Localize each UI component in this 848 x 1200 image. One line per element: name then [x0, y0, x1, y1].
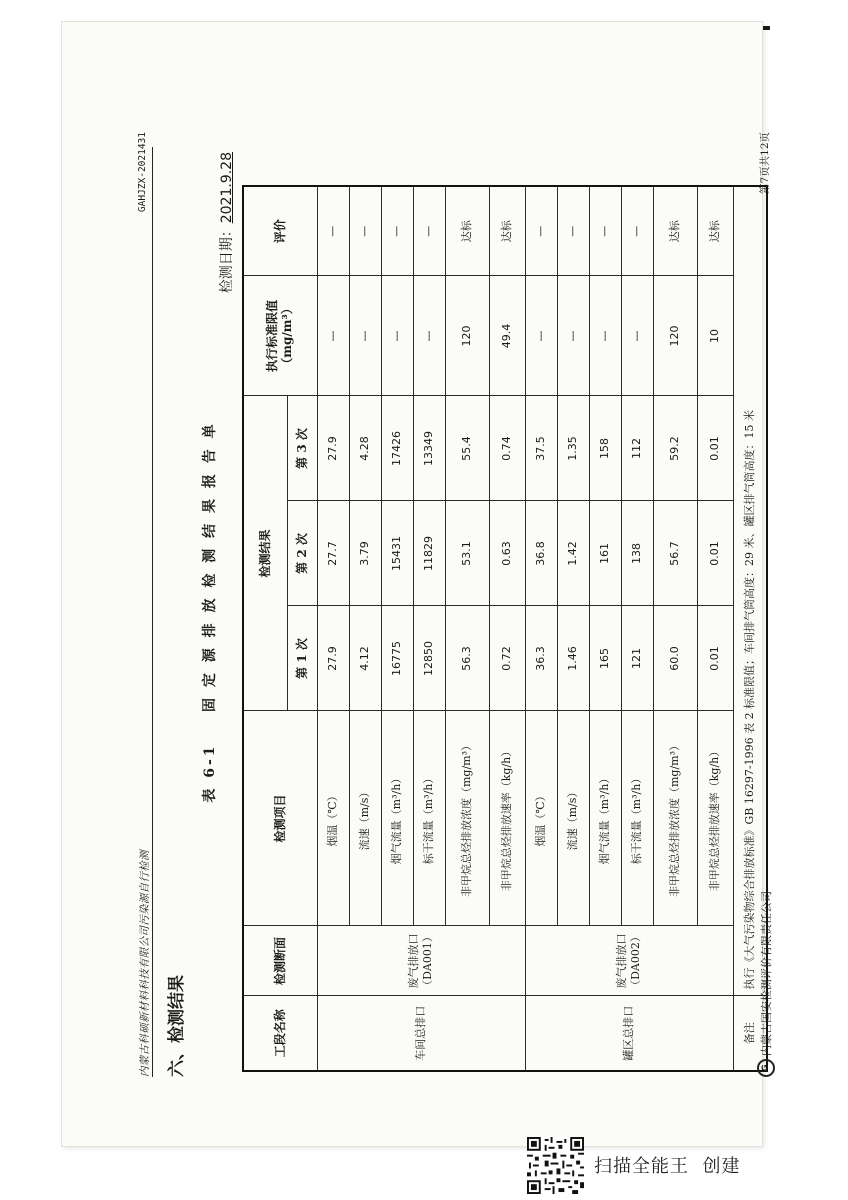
remark-label: 备注	[733, 996, 767, 1071]
run-1-cell: 16775	[381, 606, 413, 711]
run-3-cell: 37.5	[525, 396, 557, 501]
table-title: 表 6-1 固 定 源 排 放 检 测 结 果 报 告 单	[202, 421, 218, 803]
qr-code-icon	[527, 1137, 584, 1194]
run-3-cell: 59.2	[653, 396, 697, 501]
header-item: 检测项目	[243, 711, 317, 926]
evaluation-cell: —	[413, 186, 445, 276]
run-3-cell: 1.35	[557, 396, 589, 501]
run-2-cell: 3.79	[349, 501, 381, 606]
limit-cell: —	[557, 276, 589, 396]
section-point-cell: 废气排放口 （DA002）	[525, 926, 733, 996]
limit-cell: 49.4	[489, 276, 525, 396]
header-run-3: 第 3 次	[287, 396, 317, 501]
limit-cell: —	[525, 276, 557, 396]
run-2-cell: 53.1	[445, 501, 489, 606]
header-run-2: 第 2 次	[287, 501, 317, 606]
header-run-1: 第 1 次	[287, 606, 317, 711]
run-2-cell: 1.42	[557, 501, 589, 606]
section-name-cell: 车间总排口	[317, 996, 525, 1071]
run-2-cell: 56.7	[653, 501, 697, 606]
section-point-cell: 废气排放口 （DA001）	[317, 926, 525, 996]
run-3-cell: 55.4	[445, 396, 489, 501]
run-2-cell: 0.63	[489, 501, 525, 606]
run-2-cell: 161	[589, 501, 621, 606]
run-1-cell: 4.12	[349, 606, 381, 711]
item-cell: 流速（m/s）	[557, 711, 589, 926]
evaluation-cell: —	[589, 186, 621, 276]
item-cell: 烟温（℃）	[525, 711, 557, 926]
run-2-cell: 0.01	[697, 501, 733, 606]
run-3-cell: 17426	[381, 396, 413, 501]
header-company-line: 内蒙古科硕新材料科技有限公司污染源自行检测	[139, 850, 151, 1077]
table-row	[317, 186, 349, 1071]
footer-company	[757, 891, 775, 1077]
run-1-cell: 56.3	[445, 606, 489, 711]
limit-cell: —	[381, 276, 413, 396]
results-table-body	[317, 186, 767, 1071]
run-1-cell: 60.0	[653, 606, 697, 711]
run-1-cell: 165	[589, 606, 621, 711]
item-cell: 烟气流量（m³/h）	[589, 711, 621, 926]
run-3-cell: 13349	[413, 396, 445, 501]
evaluation-cell: 达标	[445, 186, 489, 276]
run-2-cell: 11829	[413, 501, 445, 606]
item-cell: 烟气流量（m³/h）	[381, 711, 413, 926]
remark-text: 执行《大气污染物综合排放标准》GB 16297-1996 表 2 标准限值；车间排气筒高度：29 米、罐区排气筒高度：15 米	[733, 186, 767, 996]
run-3-cell: 0.74	[489, 396, 525, 501]
run-1-cell: 0.72	[489, 606, 525, 711]
limit-cell: 120	[653, 276, 697, 396]
run-1-cell: 27.9	[317, 606, 349, 711]
header-results: 检测结果	[243, 396, 287, 711]
limit-cell: 10	[697, 276, 733, 396]
run-2-cell: 36.8	[525, 501, 557, 606]
limit-cell: —	[317, 276, 349, 396]
item-cell: 非甲烷总烃排放速率（kg/h）	[697, 711, 733, 926]
item-cell: 标干流量（m³/h）	[621, 711, 653, 926]
evaluation-cell: 达标	[489, 186, 525, 276]
run-1-cell: 121	[621, 606, 653, 711]
evaluation-cell: —	[381, 186, 413, 276]
limit-cell: —	[413, 276, 445, 396]
item-cell: 非甲烷总烃排放浓度（mg/m³）	[653, 711, 697, 926]
item-cell: 烟温（℃）	[317, 711, 349, 926]
run-2-cell: 138	[621, 501, 653, 606]
item-cell: 非甲烷总烃排放速率（kg/h）	[489, 711, 525, 926]
run-1-cell: 0.01	[697, 606, 733, 711]
evaluation-cell: 达标	[697, 186, 733, 276]
page-number: 第7页共12页	[759, 132, 771, 195]
run-1-cell: 36.3	[525, 606, 557, 711]
run-1-cell: 12850	[413, 606, 445, 711]
item-cell: 非甲烷总烃排放浓度（mg/m³）	[445, 711, 489, 926]
scanned-page	[62, 22, 773, 1146]
table-row	[525, 186, 557, 1071]
run-1-cell: 1.46	[557, 606, 589, 711]
test-date	[216, 152, 236, 293]
header-section-name: 工段名称	[243, 996, 317, 1071]
footer-company-name: 内蒙古国安检测评价有限责任公司	[760, 891, 773, 1056]
header-rule	[152, 147, 153, 1077]
item-cell: 标干流量（m³/h）	[413, 711, 445, 926]
evaluation-cell: —	[621, 186, 653, 276]
evaluation-cell: —	[525, 186, 557, 276]
run-2-cell: 27.7	[317, 501, 349, 606]
item-cell: 流速（m/s）	[349, 711, 381, 926]
scanner-watermark: 扫描全能王 创建	[594, 1156, 741, 1177]
section-title: 六、检测结果	[167, 975, 187, 1077]
rotated-document	[132, 112, 832, 1112]
limit-cell: 120	[445, 276, 489, 396]
run-3-cell: 4.28	[349, 396, 381, 501]
test-date-label: 检测日期：	[219, 223, 235, 294]
limit-cell: —	[621, 276, 653, 396]
test-date-value: 2021.9.28	[219, 152, 235, 224]
run-2-cell: 15431	[381, 501, 413, 606]
run-3-cell: 27.9	[317, 396, 349, 501]
run-3-cell: 158	[589, 396, 621, 501]
evaluation-cell: —	[557, 186, 589, 276]
header-report-code: GAHJZX-2021431	[137, 132, 148, 213]
limit-cell: —	[349, 276, 381, 396]
evaluation-cell: —	[349, 186, 381, 276]
run-3-cell: 112	[621, 396, 653, 501]
results-table	[242, 185, 768, 1072]
header-evaluation: 评价	[243, 186, 317, 276]
run-3-cell: 0.01	[697, 396, 733, 501]
section-name-cell: 罐区总排口	[525, 996, 733, 1071]
company-logo-icon: G	[757, 1059, 775, 1077]
header-section-point: 检测断面	[243, 926, 317, 996]
header-limit: 执行标准限值 （mg/m³）	[243, 276, 317, 396]
limit-cell: —	[589, 276, 621, 396]
evaluation-cell: 达标	[653, 186, 697, 276]
evaluation-cell: —	[317, 186, 349, 276]
